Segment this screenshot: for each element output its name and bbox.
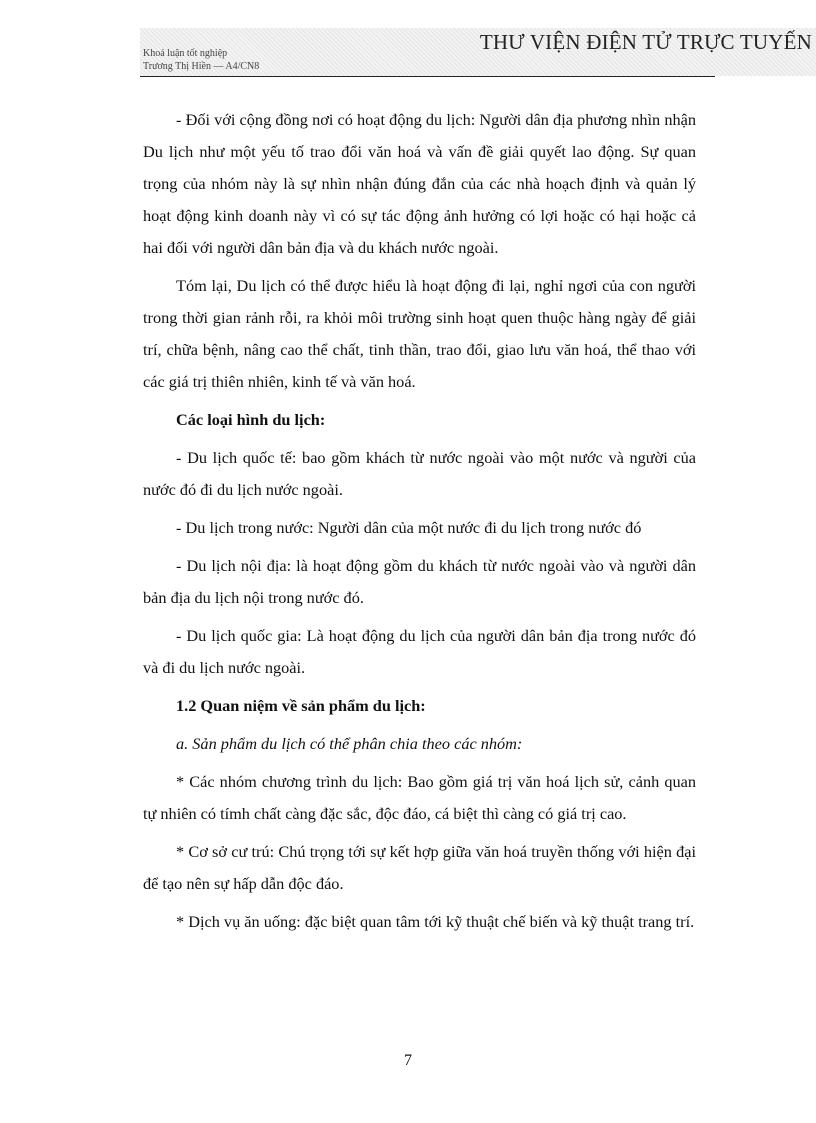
paragraph: - Du lịch nội địa: là hoạt động gồm du khách từ nước ngoài vào và người dân bản địa du lịch nội trong nước đó. — [143, 556, 696, 607]
paragraph: - Du lịch trong nước: Người dân của một nước đi du lịch trong nước đó — [176, 518, 642, 537]
page-number: 7 — [404, 1052, 412, 1069]
header-author-label: Trương Thị Hiền — A4/CN8 — [143, 61, 260, 72]
paragraph: - Du lịch quốc gia: Là hoạt động du lịch của người dân bản địa trong nước đó và đi du lịch nước ngoài. — [143, 626, 696, 677]
subsection-heading: a. Sản phẩm du lịch có thể phân chia theo các nhóm: — [176, 734, 523, 753]
paragraph: * Cơ sở cư trú: Chú trọng tới sự kết hợp giữa văn hoá truyền thống với hiện đại để tạo nên sự hấp dẫn độc đáo. — [143, 842, 696, 893]
paragraph: - Du lịch quốc tế: bao gồm khách từ nước ngoài vào một nước và người của nước đó đi du lịch nước ngoài. — [143, 448, 696, 499]
header-left — [143, 47, 259, 73]
section-heading: 1.2 Quan niệm về sản phẩm du lịch: — [176, 696, 426, 715]
header-divider — [140, 76, 715, 77]
paragraph: Tóm lại, Du lịch có thể được hiểu là hoạt động đi lại, nghỉ ngơi của con người trong thời gian rảnh rỗi, ra khỏi môi trường sinh hoạt quen thuộc hàng ngày để giải trí, chữa bệnh, nâng cao thể chất, tinh thần, trao đổi, giao lưu văn hoá, thể thao với các giá trị thiên nhiên, kinh tế và văn hoá. — [143, 276, 696, 391]
paragraph: * Các nhóm chương trình du lịch: Bao gồm giá trị văn hoá lịch sử, cảnh quan tự nhiên có tímh chất càng đặc sắc, độc đáo, cá biệt thì càng có giá trị cao. — [143, 772, 696, 823]
header-thesis-label: Khoá luận tốt nghiệp — [143, 48, 228, 59]
paragraph: - Đối với cộng đồng nơi có hoạt động du lịch: Người dân địa phương nhìn nhận Du lịch như một yếu tố trao đổi văn hoá và vấn đề giải quyết lao động. Sự quan trọng của nhóm này là sự nhìn nhận đúng đắn của các nhà hoạch định và quản lý hoạt động kinh doanh này vì có sự tác động ảnh hưởng có lợi hoặc có hại hoặc cả hai đối với người dân bản địa và du khách nước ngoài. — [143, 110, 696, 257]
section-heading: Các loại hình du lịch: — [176, 410, 326, 429]
header-library-title: THƯ VIỆN ĐIỆN TỬ TRỰC TUYẾN — [479, 30, 812, 54]
paragraph: * Dịch vụ ăn uống: đặc biệt quan tâm tới kỹ thuật chế biến và kỹ thuật trang trí. — [176, 912, 695, 931]
page-body — [143, 104, 696, 944]
